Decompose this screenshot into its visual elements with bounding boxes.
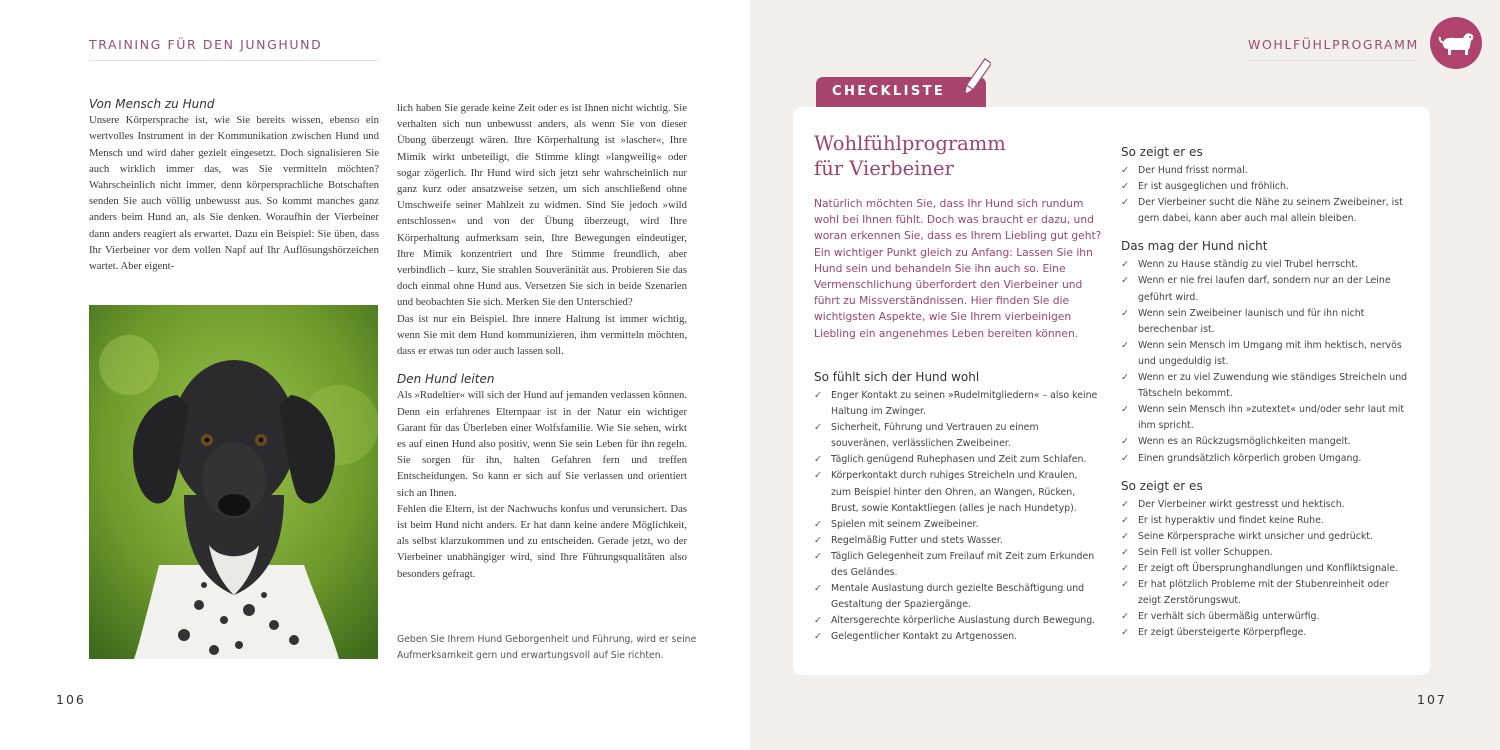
list-item: ✓ Wenn es an Rückzugsmöglichkeiten mangelt. <box>1121 434 1411 450</box>
list-item: ✓ Seine Körpersprache wirkt unsicher und gedrückt. <box>1121 529 1411 545</box>
list-item: ✓ Täglich genügend Ruhephasen und Zeit zum Schlafen. <box>814 452 1099 468</box>
list-item: ✓ Wenn er zu viel Zuwendung wie ständiges Streicheln und Tätscheln bekommt. <box>1121 370 1411 402</box>
list-item: ✓ Gelegentlicher Kontakt zu Artgenossen. <box>814 629 1099 645</box>
section-title: So zeigt er es <box>1121 478 1203 493</box>
checklist <box>814 388 1099 646</box>
list-item: ✓ Er verhält sich übermäßig unterwürfig. <box>1121 609 1411 625</box>
list-item: ✓ Einen grundsätzlich körperlich groben Umgang. <box>1121 451 1411 467</box>
header-rule <box>89 60 379 61</box>
photo-caption: Geben Sie Ihrem Hund Geborgenheit und Führung, wird er seine Aufmerksamkeit gern und erwartungsvoll auf Sie richten. <box>397 634 697 661</box>
card-title-line: Wohlfühlprogramm <box>814 132 1006 155</box>
dog-icon <box>1430 17 1482 69</box>
card-title-line: für Vierbeiner <box>814 157 954 180</box>
list-item: ✓ Er ist hyperaktiv und findet keine Ruhe. <box>1121 513 1411 529</box>
header-rule <box>1248 60 1418 61</box>
list-item: ✓ Mentale Auslastung durch gezielte Beschäftigung und Gestaltung der Spaziergänge. <box>814 581 1099 613</box>
text-column-2 <box>397 100 687 582</box>
list-item: ✓ Der Vierbeiner wirkt gestresst und hektisch. <box>1121 497 1411 513</box>
body-paragraph: Als »Rudeltier« will sich der Hund auf jemanden verlassen können. Denn ein erfahrenes Elternpaar ist in der Natur ein wichtiger Garant für das Überleben einer Wolfsfamilie. Wie Sie sehen, wirkt es auf einen Hund also positiv, wenn Sie sein Leben für ihn regeln. Sie sorgen für ihn, halten Gefahren fern und treffen Entscheidungen. So kann er sich auf Sie verlassen und orientiert sich an Ihnen. <box>397 389 687 499</box>
body-paragraph: Das ist nur ein Beispiel. Ihre innere Haltung ist immer wichtig, wenn Sie mit dem Hund kommunizieren, ihm vermitteln möchten, dass er etwas tun oder auch lassen soll. <box>397 312 687 358</box>
body-paragraph: Unsere Körpersprache ist, wie Sie bereits wissen, ebenso ein wertvolles Instrument in der Kommunikation zwischen Hund und Mensch und wird daher gezielt eingesetzt. Doch signalisieren Sie auch wirklich immer das, was Sie vermitteln möchten? Wahrscheinlich nicht immer, denn körpersprachliche Botschaften senden Sie auch völlig unbewusst aus. So kommt manches ganz anders beim Hund an, als Sie denken. Woraufhin der Vierbeiner dann anders reagiert als erwartet. Dazu ein Beispiel: Sie üben, dass Ihr Vierbeiner vor dem vollen Napf auf Ihr Auflösungshörzeichen wartet. Aber eigent- <box>89 114 379 273</box>
checklist <box>1121 497 1411 642</box>
pencil-icon <box>959 55 991 105</box>
list-item: ✓ Spielen mit seinem Zweibeiner. <box>814 517 1099 533</box>
checklist-section <box>814 370 1099 646</box>
list-item: ✓ Wenn er nie frei laufen darf, sondern nur an der Leine geführt wird. <box>1121 273 1411 305</box>
list-item: ✓ Er zeigt übersteigerte Körperpflege. <box>1121 625 1411 641</box>
section-heading: Von Mensch zu Hund <box>89 97 215 111</box>
list-item: ✓ Er zeigt oft Übersprunghandlungen und Konfliktsignale. <box>1121 561 1411 577</box>
checklist <box>1121 257 1411 466</box>
dog-portrait-image <box>89 305 378 659</box>
card-intro: Natürlich möchten Sie, dass Ihr Hund sich rundum wohl bei Ihnen fühlt. Doch was braucht er dazu, und woran erkennen Sie, dass es Ihrem Liebling gut geht? Ein wichtiger Punkt gleich zu Anfang: Lassen Sie ihn Hund sein und behandeln Sie ihn auch so. Eine Vermenschlichung überfordert den Vierbeiner und führt zu Missverständnissen. Hier finden Sie die wichtigsten Aspekte, wie Sie Ihrem vierbeinigen Liebling ein angenehmes Leben bereiten können. <box>814 197 1102 340</box>
list-item: ✓ Wenn sein Mensch im Umgang mit ihm hektisch, nervös und ungeduldig ist. <box>1121 338 1411 370</box>
right-page <box>750 0 1500 750</box>
list-item: ✓ Wenn sein Zweibeiner launisch und für ihn nicht berechenbar ist. <box>1121 306 1411 338</box>
page-number-left: 106 <box>56 692 86 707</box>
list-item: ✓ Wenn sein Mensch ihn »zutextet« und/oder sehr laut mit ihm spricht. <box>1121 402 1411 434</box>
list-item: ✓ Körperkontakt durch ruhiges Streicheln und Kraulen, zum Beispiel hinter den Ohren, an Wangen, Rücken, Brust, sowie Kontaktliegen (alles je nach Hundetyp). <box>814 468 1099 516</box>
checklist <box>1121 163 1411 227</box>
list-item: ✓ Wenn zu Hause ständig zu viel Trubel herrscht. <box>1121 257 1411 273</box>
dog-icon-badge <box>1430 17 1482 69</box>
list-item: ✓ Altersgerechte körperliche Auslastung durch Bewegung. <box>814 613 1099 629</box>
list-item: ✓ Regelmäßig Futter und stets Wasser. <box>814 533 1099 549</box>
body-paragraph: lich haben Sie gerade keine Zeit oder es ist Ihnen nicht wichtig. Sie verhalten sich nun unbewusst anders, als wenn Sie von dieser Übung überzeugt wären. Ihre Körperhaltung ist »lascher«, Ihre Mimik wirkt unbeteiligt, die Stimme klingt »langweilig« oder sogar zögerlich. Ihr Hund wird sich jetzt sehr wahrscheinlich nur ganz kurz oder ansatzweise setzen, um sich anschließend ohne Umschweife seiner Mahlzeit zu widmen. Sind Sie jedoch »wild entschlossen« und von der Übung überzeugt, wird Ihre Körperhaltung aufmerksam sein, Ihre Bewegungen eindeutiger, Ihre Mimik konzentriert und Ihre Stimme freundlich, aber verbindlich – kurz, Sie strahlen Souveränität aus. Probieren Sie das doch einmal ohne Hund aus. Versetzen Sie sich in beide Szenarien und beobachten Sie sich. Merken Sie den Unterschied? <box>397 102 687 309</box>
section-title: So zeigt er es <box>1121 145 1203 159</box>
text-column-1 <box>89 96 379 274</box>
list-item: ✓ Täglich Gelegenheit zum Freilauf mit Zeit zum Erkunden des Geländes. <box>814 549 1099 581</box>
section-title: Das mag der Hund nicht <box>1121 239 1268 254</box>
checklist-tab <box>816 77 986 107</box>
card-title <box>814 131 1094 181</box>
checklist-column-right <box>1121 145 1411 641</box>
section-heading: Den Hund leiten <box>397 372 495 387</box>
checklist-card <box>793 107 1430 675</box>
checklist-label: CHECKLISTE <box>832 84 946 99</box>
running-head-left: TRAINING FÜR DEN JUNGHUND <box>89 37 323 52</box>
list-item: ✓ Er hat plötzlich Probleme mit der Stubenreinheit oder zeigt Zerstörungswut. <box>1121 577 1411 609</box>
body-paragraph: Fehlen die Eltern, ist der Nachwuchs konfus und verunsichert. Das ist beim Hund nicht anders. Er hat dann keine andere Möglichkeit, als selbst klarzukommen und zu entscheiden. Gerade jetzt, wo der Vierbeiner unabhängiger wird, sind Ihre Führungsqualitäten also besonders gefragt. <box>397 502 687 580</box>
running-head-right: WOHLFÜHLPROGRAMM <box>1248 37 1419 52</box>
list-item: ✓ Enger Kontakt zu seinen »Rudelmitgliedern« – also keine Haltung im Zwinger. <box>814 388 1099 420</box>
list-item: ✓ Der Vierbeiner sucht die Nähe zu seinem Zweibeiner, ist gern dabei, kann aber auch mal allein bleiben. <box>1121 195 1411 227</box>
page-number-right: 107 <box>1417 692 1447 707</box>
list-item: ✓ Er ist ausgeglichen und fröhlich. <box>1121 179 1411 195</box>
list-item: ✓ Der Hund frisst normal. <box>1121 163 1411 179</box>
list-item: ✓ Sicherheit, Führung und Vertrauen zu einem souveränen, verlässlichen Zweibeiner. <box>814 420 1099 452</box>
section-title: So fühlt sich der Hund wohl <box>814 370 980 384</box>
list-item: ✓ Sein Fell ist voller Schuppen. <box>1121 545 1411 561</box>
dog-photo <box>89 305 378 659</box>
